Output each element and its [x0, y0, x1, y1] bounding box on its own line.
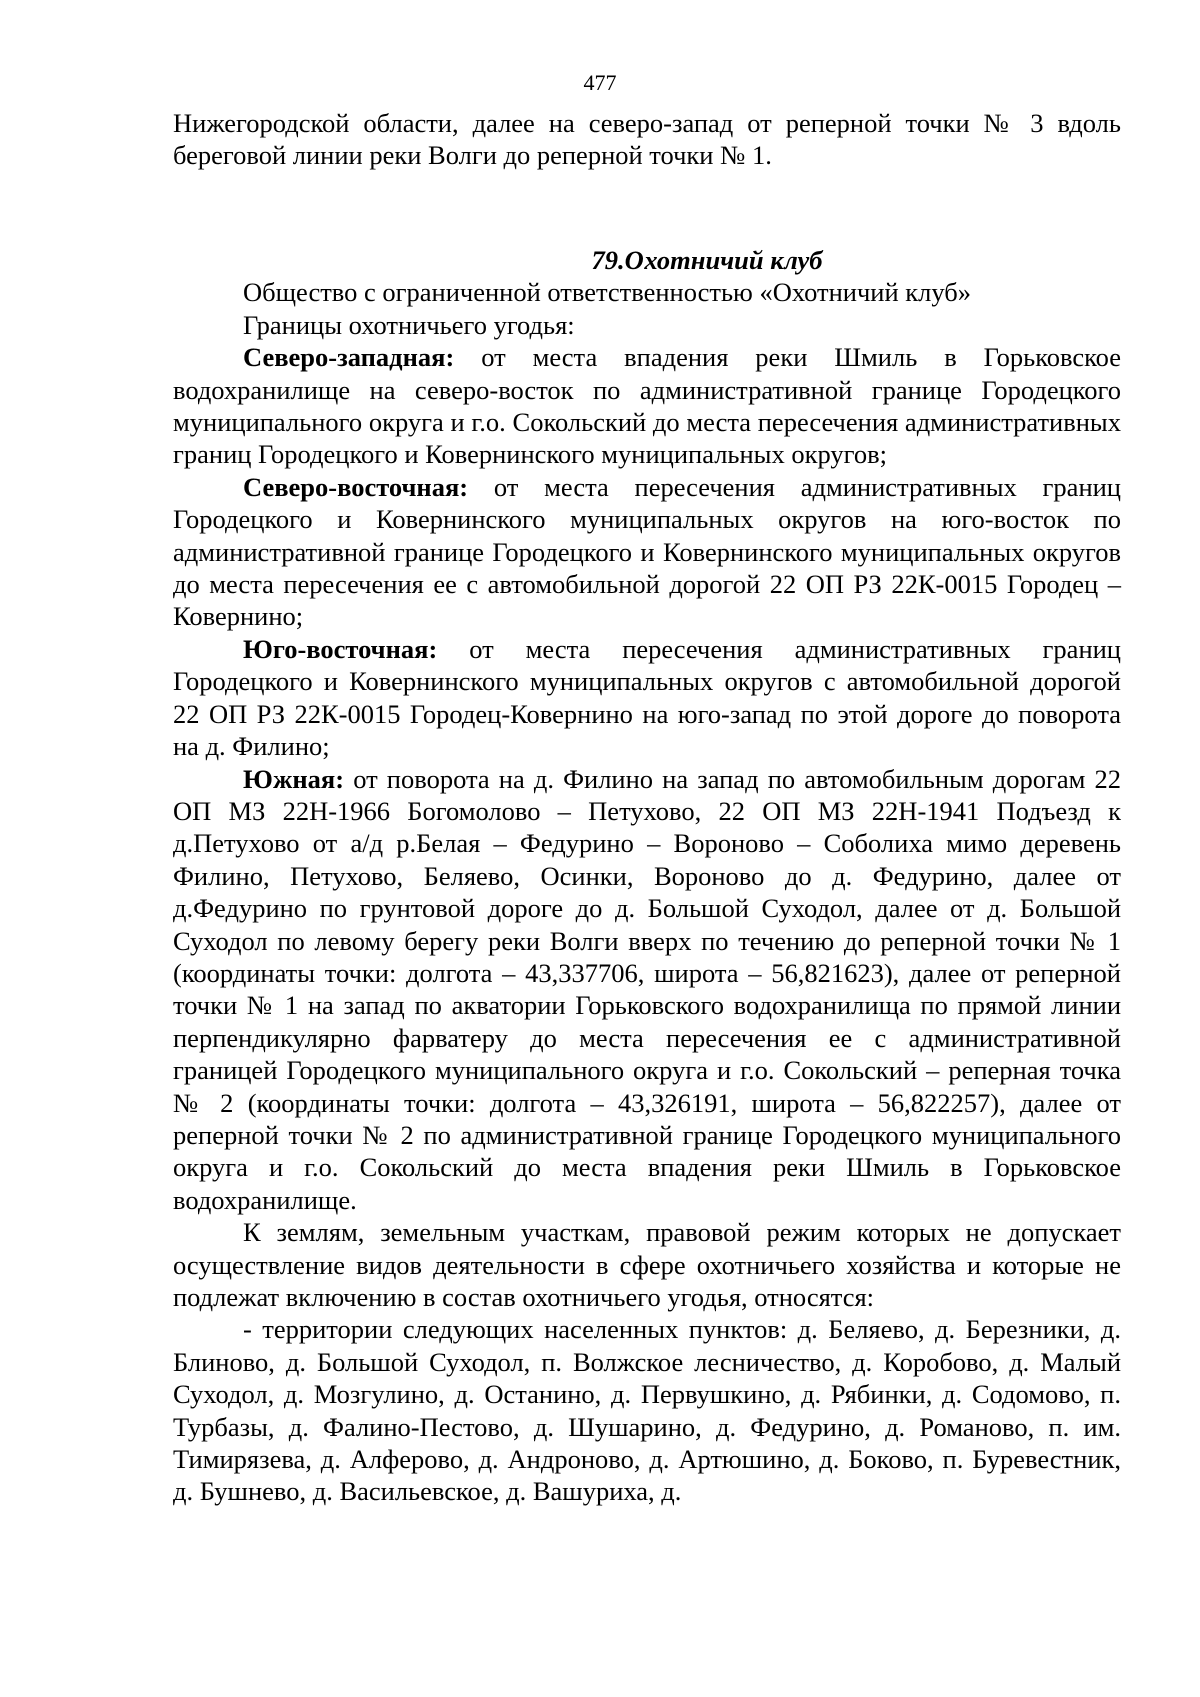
- boundary-label: Северо-восточная:: [243, 471, 469, 502]
- boundary-text: от места пересечения административных границ Городецкого и Ковернинского муниципальных округов с автомобильной дорогой 22 ОП РЗ 22К-0015 Городец-Ковернино на юго-запад по этой дороге до поворота на д. Филино;: [173, 633, 1121, 762]
- boundary-northeast: [173, 471, 1121, 633]
- organization-name: Общество с ограниченной ответственностью «Охотничий клуб»: [243, 277, 971, 308]
- intro-block: [173, 107, 1121, 172]
- boundary-south: [173, 763, 1121, 1217]
- boundary-text: от места пересечения административных границ Городецкого и Ковернинского муниципальных округов на юго-восток по административной границе Городецкого и Ковернинского муниципальных округов до места пересечения ее с автомобильной дорогой 22 ОП РЗ 22К-0015 Городец – Ковернино;: [173, 471, 1121, 632]
- settlements-list: - территории следующих населенных пунктов: д. Беляево, д. Березники, д. Блиново, д. Большой Суходол, п. Волжское лесничество, д. Коробово, д. Малый Суходол, д. Мозгулино, д. Останино, д. Первушкино, д. Рябинки, д. Содомово, п. Турбазы, д. Фалино-Пестово, д. Шушарино, д. Федурино, д. Романово, п. им. Тимирязева, д. Алферово, д. Андроново, д. Артюшино, д. Боково, п. Буревестник, д. Бушнево, д. Васильевское, д. Вашуриха, д.: [173, 1314, 1121, 1507]
- section-79: [173, 244, 1121, 1508]
- boundary-label: Юго-восточная:: [243, 633, 438, 664]
- page-number: 477: [583, 70, 617, 95]
- boundary-label: Северо-западная:: [243, 342, 455, 373]
- section-heading: 79.Охотничий клуб: [591, 245, 823, 275]
- boundaries-title: Границы охотничьего угодья:: [243, 309, 575, 340]
- boundary-label: Южная:: [243, 763, 345, 794]
- exclusions-intro: К землям, земельным участкам, правовой режим которых не допускает осуществление видов деятельности в сфере охотничьего хозяйства и которые не подлежат включению в состав охотничьего угодья, относятся:: [173, 1217, 1121, 1312]
- boundary-text: от поворота на д. Филино на запад по автомобильным дорогам 22 ОП МЗ 22Н-1966 Богомолово – Петухово, 22 ОП МЗ 22Н-1941 Подъезд к д.Петухово от а/д р.Белая – Федурино – Вороново – Соболиха мимо деревень Филино, Петухово, Беляево, Осинки, Вороново до д. Федурино, далее от д.Федурино по грунтовой дороге до д. Большой Суходол, далее от д. Большой Суходол по левому берегу реки Волги вверх по течению до реперной точки № 1 (координаты точки: долгота – 43,337706, широта – 56,821623), далее от реперной точки № 1 на запад по акватории Горьковского водохранилища по прямой линии перпендикулярно фарватеру до места пересечения ее с административной границей Городецкого муниципального округа и г.о. Сокольский – реперная точка № 2 (координаты точки: долгота – 43,326191, широта – 56,822257), далее от реперной точки № 2 по административной границе Городецкого муниципального округа и г.о. Сокольский до места впадения реки Шмиль в Горьковское водохранилище.: [173, 763, 1121, 1215]
- boundary-southeast: [173, 633, 1121, 763]
- intro-paragraph: Нижегородской области, далее на северо-запад от реперной точки № 3 вдоль береговой линии реки Волги до реперной точки № 1.: [173, 108, 1121, 171]
- boundary-northwest: [173, 341, 1121, 471]
- boundary-text: от места впадения реки Шмиль в Горьковское водохранилище на северо-восток по административной границе Городецкого муниципального округа и г.о. Сокольский до места пересечения административных границ Городецкого и Ковернинского муниципальных округов;: [173, 342, 1121, 470]
